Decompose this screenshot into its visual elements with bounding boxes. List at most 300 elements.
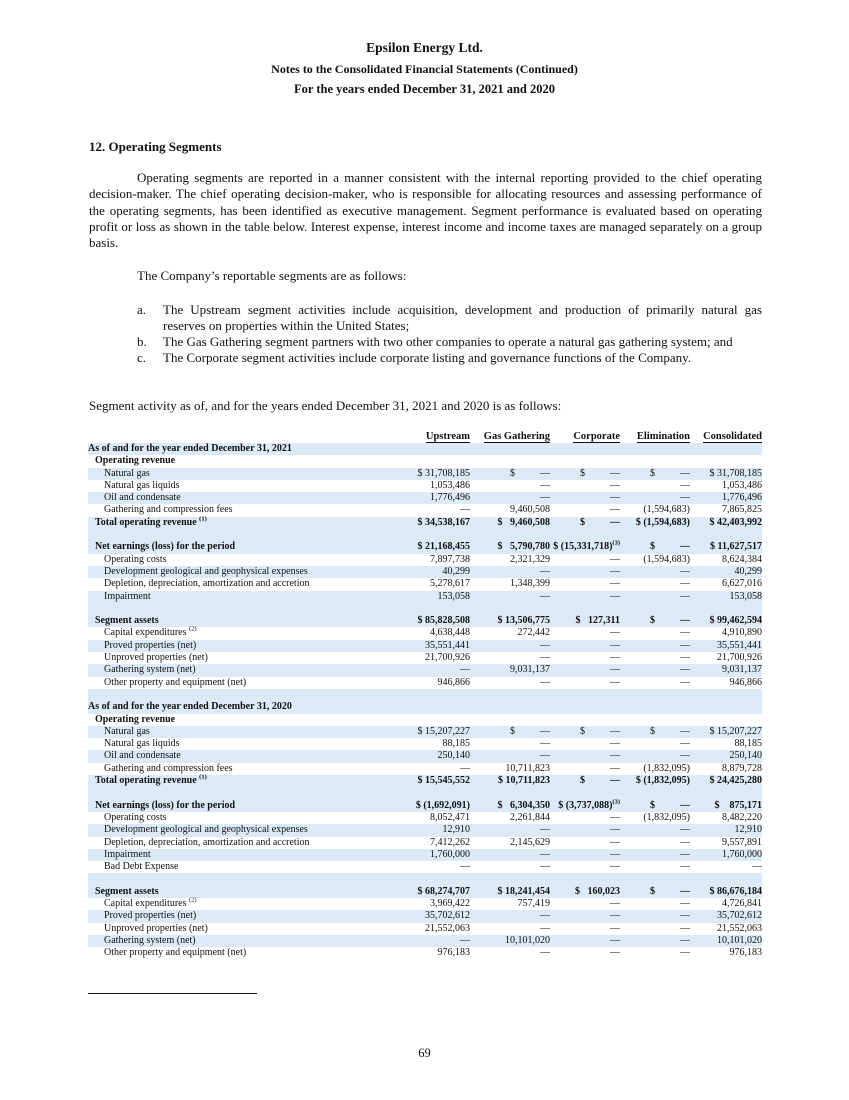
value-cell <box>470 837 550 849</box>
value-cell <box>394 554 470 566</box>
value-cell <box>690 812 762 824</box>
value-cell <box>394 947 470 959</box>
segment-list <box>137 302 762 366</box>
cell-value: — <box>610 910 620 922</box>
cell-value: $ 24,425,280 <box>709 775 762 787</box>
value-cell <box>394 640 470 652</box>
cell-value: — <box>460 504 470 516</box>
cell-value: 1,760,000 <box>430 848 470 860</box>
value-cell <box>690 591 762 603</box>
reporting-period: For the years ended December 31, 2021 and 2020 <box>294 82 555 96</box>
cell-value: — <box>540 639 550 651</box>
cell-value: — <box>540 738 550 750</box>
cell-value: — <box>680 479 690 491</box>
cell-value: — <box>610 824 620 836</box>
table-row <box>88 910 762 922</box>
value-cell <box>690 664 762 676</box>
cell-value: 8,482,220 <box>722 811 762 823</box>
cell-value: 1,760,000 <box>722 848 762 860</box>
row-label-text: Natural gas <box>104 725 150 737</box>
table-row <box>88 898 762 910</box>
list-marker: c. <box>137 350 147 365</box>
value-cell <box>690 726 762 738</box>
value-cell <box>394 738 470 750</box>
row-label-text: Natural gas <box>104 467 150 479</box>
value-cell <box>620 627 690 639</box>
value-cell <box>394 677 470 689</box>
row-label <box>88 738 394 750</box>
cell-value: 7,897,738 <box>430 553 470 565</box>
value-cell <box>620 541 690 553</box>
table-row <box>88 640 762 652</box>
row-label <box>88 701 394 713</box>
row-label-text: Oil and condensate <box>104 750 181 762</box>
value-cell <box>394 800 470 812</box>
value-cell <box>690 947 762 959</box>
value-cell <box>620 517 690 529</box>
value-cell <box>470 738 550 750</box>
value-cell <box>690 800 762 812</box>
document-subtitle: Notes to the Consolidated Financial Statements (Continued) <box>271 62 578 76</box>
value-cell <box>550 701 620 713</box>
value-cell <box>550 664 620 676</box>
cell-value: — <box>540 565 550 577</box>
row-label-text: Impairment <box>104 590 151 602</box>
cell-value: (1,594,683) <box>643 504 690 516</box>
table-row <box>88 492 762 504</box>
value-cell <box>394 627 470 639</box>
cell-value: — <box>752 861 762 873</box>
row-label-text: Segment assets <box>95 615 159 627</box>
column-header-upstream <box>394 429 470 443</box>
value-cell <box>550 652 620 664</box>
value-cell <box>470 923 550 935</box>
cell-value: — <box>610 848 620 860</box>
cell-value: — <box>540 910 550 922</box>
cell-value: 250,140 <box>729 750 762 762</box>
table-row <box>88 677 762 689</box>
value-cell <box>470 689 550 701</box>
row-label <box>88 726 394 738</box>
table-row <box>88 517 762 529</box>
row-label-text: Natural gas liquids <box>104 738 180 750</box>
value-cell <box>690 504 762 516</box>
value-cell <box>470 873 550 885</box>
row-label <box>88 541 394 553</box>
value-cell <box>550 554 620 566</box>
value-cell <box>620 935 690 947</box>
table-row <box>88 664 762 676</box>
value-cell <box>470 910 550 922</box>
row-label <box>88 603 394 615</box>
value-cell <box>394 455 470 467</box>
footnote-marker: (2) <box>188 896 197 904</box>
cell-value: — <box>680 922 690 934</box>
cell-value: 976,183 <box>437 947 470 959</box>
row-label <box>88 775 394 787</box>
value-cell <box>620 726 690 738</box>
value-cell <box>394 935 470 947</box>
cell-value: 153,058 <box>437 590 470 602</box>
row-label <box>88 861 394 873</box>
row-label-text: Other property and equipment (net) <box>104 947 247 959</box>
cell-value: 250,140 <box>437 750 470 762</box>
table-row <box>88 541 762 553</box>
page-number: 69 <box>418 1046 431 1060</box>
value-cell <box>620 689 690 701</box>
value-cell <box>620 923 690 935</box>
cell-value: 4,638,448 <box>430 627 470 639</box>
value-cell <box>550 837 620 849</box>
value-cell <box>690 677 762 689</box>
list-item <box>137 334 762 350</box>
value-cell <box>690 652 762 664</box>
value-cell <box>690 541 762 553</box>
value-cell <box>394 701 470 713</box>
cell-value: 9,557,891 <box>722 836 762 848</box>
header-blank <box>88 429 394 443</box>
value-cell <box>550 591 620 603</box>
row-label-text: Oil and condensate <box>104 492 181 504</box>
value-cell <box>470 443 550 455</box>
spacer-row <box>88 787 762 799</box>
footnote-marker: (2) <box>188 626 197 634</box>
cell-value: $ — <box>650 799 690 811</box>
value-cell <box>620 468 690 480</box>
value-cell <box>690 455 762 467</box>
value-cell <box>690 910 762 922</box>
value-cell <box>394 787 470 799</box>
row-label <box>88 517 394 529</box>
cell-value: $ — <box>650 541 690 553</box>
cell-value: — <box>610 492 620 504</box>
cell-value: 9,031,137 <box>510 664 550 676</box>
table-row <box>88 726 762 738</box>
cell-value: — <box>540 947 550 959</box>
cell-value: 21,552,063 <box>717 922 762 934</box>
cell-value: $ — <box>650 885 690 897</box>
row-label <box>88 492 394 504</box>
value-cell <box>690 787 762 799</box>
value-cell <box>470 787 550 799</box>
cell-value: 9,460,508 <box>510 504 550 516</box>
row-label-text: Capital expenditures <box>104 897 187 909</box>
cell-value: — <box>680 578 690 590</box>
row-label <box>88 504 394 516</box>
cell-value: 40,299 <box>442 565 470 577</box>
row-label-text: Segment assets <box>95 885 159 897</box>
cell-value: — <box>610 639 620 651</box>
value-cell <box>690 861 762 873</box>
row-label <box>88 947 394 959</box>
table-row <box>88 861 762 873</box>
cell-value: 2,261,844 <box>510 811 550 823</box>
value-cell <box>470 504 550 516</box>
cell-value: — <box>540 590 550 602</box>
value-cell <box>550 480 620 492</box>
row-label-text: Total operating revenue <box>95 775 197 787</box>
row-label-text: Unproved properties (net) <box>104 652 208 664</box>
cell-value: $ (1,594,683) <box>635 516 690 528</box>
value-cell <box>550 861 620 873</box>
row-label <box>88 443 394 455</box>
value-cell <box>620 898 690 910</box>
row-label-text: Impairment <box>104 848 151 860</box>
cell-value: 1,776,496 <box>430 492 470 504</box>
value-cell <box>470 812 550 824</box>
value-cell <box>620 652 690 664</box>
cell-value: — <box>460 861 470 873</box>
value-cell <box>394 910 470 922</box>
value-cell <box>470 492 550 504</box>
cell-value: $ 10,711,823 <box>498 775 550 787</box>
cell-value: — <box>610 811 620 823</box>
cell-value: 35,702,612 <box>717 910 762 922</box>
list-text: The Gas Gathering segment partners with two other companies to operate a natural gas gathering system; and <box>163 334 733 349</box>
cell-value: — <box>610 897 620 909</box>
value-cell <box>394 775 470 787</box>
value-cell <box>470 726 550 738</box>
cell-value: 3,969,422 <box>430 897 470 909</box>
cell-value: 1,053,486 <box>722 479 762 491</box>
row-label <box>88 787 394 799</box>
cell-value: $ (1,692,091) <box>415 799 470 811</box>
cell-value: $ — <box>510 467 550 479</box>
value-cell <box>550 726 620 738</box>
row-label-text: Depletion, depreciation, amortization and accretion <box>104 578 310 590</box>
value-cell <box>690 492 762 504</box>
row-label <box>88 714 394 726</box>
value-cell <box>620 837 690 849</box>
value-cell <box>620 615 690 627</box>
row-label-text: Net earnings (loss) for the period <box>95 799 236 811</box>
value-cell <box>470 578 550 590</box>
value-cell <box>620 812 690 824</box>
cell-value: $ 15,207,227 <box>709 725 762 737</box>
value-cell <box>620 910 690 922</box>
value-cell <box>550 886 620 898</box>
value-cell <box>550 517 620 529</box>
cell-value: 21,700,926 <box>425 652 470 664</box>
value-cell <box>690 750 762 762</box>
value-cell <box>470 886 550 898</box>
value-cell <box>550 910 620 922</box>
value-cell <box>470 554 550 566</box>
value-cell <box>550 455 620 467</box>
cell-value: — <box>680 824 690 836</box>
footnote-marker: (3) <box>612 540 620 548</box>
value-cell <box>470 664 550 676</box>
table-row <box>88 837 762 849</box>
value-cell <box>470 591 550 603</box>
value-cell <box>394 443 470 455</box>
value-cell <box>550 689 620 701</box>
cell-value: — <box>680 934 690 946</box>
value-cell <box>690 554 762 566</box>
row-label-text: Operating revenue <box>95 713 176 725</box>
row-label-text: As of and for the year ended December 31, 2020 <box>88 701 292 713</box>
row-label-text: Development geological and geophysical expenses <box>104 565 308 577</box>
value-cell <box>620 763 690 775</box>
cell-value: — <box>540 750 550 762</box>
value-cell <box>394 886 470 898</box>
cell-value: $ — <box>580 775 620 787</box>
spacer-row <box>88 689 762 701</box>
value-cell <box>394 652 470 664</box>
table-row <box>88 566 762 578</box>
cell-value: — <box>610 934 620 946</box>
table-row <box>88 750 762 762</box>
value-cell <box>690 714 762 726</box>
value-cell <box>470 529 550 541</box>
value-cell <box>690 763 762 775</box>
value-cell <box>394 541 470 553</box>
cell-value: — <box>460 664 470 676</box>
list-item <box>137 302 762 334</box>
cell-value: — <box>610 664 620 676</box>
cell-value: — <box>680 639 690 651</box>
table-row <box>88 947 762 959</box>
value-cell <box>394 714 470 726</box>
row-label <box>88 652 394 664</box>
table-row <box>88 591 762 603</box>
cell-value: — <box>610 836 620 848</box>
value-cell <box>550 738 620 750</box>
row-label <box>88 812 394 824</box>
cell-value: — <box>610 738 620 750</box>
row-label <box>88 677 394 689</box>
row-label <box>88 554 394 566</box>
spacer-row <box>88 529 762 541</box>
value-cell <box>470 640 550 652</box>
cell-value: $ — <box>650 467 690 479</box>
cell-value: — <box>540 479 550 491</box>
cell-value: — <box>680 848 690 860</box>
value-cell <box>620 800 690 812</box>
table-row <box>88 480 762 492</box>
value-cell <box>620 554 690 566</box>
value-cell <box>550 492 620 504</box>
value-cell <box>470 947 550 959</box>
row-label-text: Unproved properties (net) <box>104 922 208 934</box>
table-row <box>88 455 762 467</box>
value-cell <box>394 824 470 836</box>
value-cell <box>470 603 550 615</box>
cell-value: $ — <box>650 615 690 627</box>
value-cell <box>394 591 470 603</box>
row-label-text: Depletion, depreciation, amortization and accretion <box>104 836 310 848</box>
cell-value: $ 9,460,508 <box>497 516 550 528</box>
value-cell <box>470 935 550 947</box>
intro-paragraph: Operating segments are reported in a manner consistent with the internal reporting provided to the chief operating decision-maker. The chief operating decision-maker, who is responsible for allocating resources and assessing performance of the operating segments, has been identified as executive management. Segment performance is evaluated based on operating profit or loss as shown in the table below. Interest expense, interest income and income taxes are managed separately on a group basis. <box>89 170 762 251</box>
cell-value: — <box>680 897 690 909</box>
footnote-marker: (1) <box>199 773 207 781</box>
table-row <box>88 812 762 824</box>
row-label <box>88 578 394 590</box>
cell-value: 5,278,617 <box>430 578 470 590</box>
cell-value: — <box>540 861 550 873</box>
cell-value: $ 11,627,517 <box>710 541 762 553</box>
cell-value: — <box>610 762 620 774</box>
list-text: The Upstream segment activities include acquisition, development and production of primarily natural gas reserves on properties within the United States; <box>163 302 762 333</box>
company-name: Epsilon Energy Ltd. <box>366 40 483 55</box>
cell-value: $ 13,506,775 <box>497 615 550 627</box>
cell-value: — <box>680 738 690 750</box>
table-row <box>88 652 762 664</box>
value-cell <box>470 627 550 639</box>
column-header-label: Elimination <box>636 430 690 442</box>
value-cell <box>620 947 690 959</box>
row-label <box>88 935 394 947</box>
value-cell <box>394 849 470 861</box>
value-cell <box>690 886 762 898</box>
value-cell <box>394 504 470 516</box>
value-cell <box>394 812 470 824</box>
table-row <box>88 923 762 935</box>
footnote-marker: (1) <box>199 515 207 523</box>
value-cell <box>690 935 762 947</box>
value-cell <box>550 763 620 775</box>
table-row <box>88 701 762 713</box>
cell-value: $ (3,737,088) <box>558 799 613 811</box>
value-cell <box>550 627 620 639</box>
value-cell <box>620 824 690 836</box>
cell-value: $ (15,331,718) <box>553 541 613 553</box>
value-cell <box>550 504 620 516</box>
value-cell <box>550 787 620 799</box>
value-cell <box>470 455 550 467</box>
value-cell <box>620 640 690 652</box>
cell-value: — <box>610 590 620 602</box>
cell-value: $ 99,462,594 <box>709 615 762 627</box>
row-label-text: Development geological and geophysical expenses <box>104 824 308 836</box>
value-cell <box>550 923 620 935</box>
value-cell <box>394 664 470 676</box>
cell-value: 35,702,612 <box>425 910 470 922</box>
value-cell <box>550 824 620 836</box>
cell-value: — <box>680 676 690 688</box>
cell-value: — <box>610 553 620 565</box>
cell-value: — <box>610 750 620 762</box>
cell-value: 1,776,496 <box>722 492 762 504</box>
value-cell <box>394 837 470 849</box>
value-cell <box>620 591 690 603</box>
row-label-text: Other property and equipment (net) <box>104 676 247 688</box>
cell-value: $ 42,403,992 <box>709 516 762 528</box>
cell-value: — <box>610 676 620 688</box>
column-header-label: Corporate <box>573 430 620 442</box>
cell-value: $ — <box>650 725 690 737</box>
cell-value: — <box>680 750 690 762</box>
value-cell <box>690 849 762 861</box>
value-cell <box>620 504 690 516</box>
footnote-separator <box>88 993 257 994</box>
row-label-text: Net earnings (loss) for the period <box>95 541 236 553</box>
column-header-corporate <box>550 429 620 443</box>
value-cell <box>394 468 470 480</box>
value-cell <box>690 689 762 701</box>
segment-table <box>88 429 762 959</box>
cell-value: $ 85,828,508 <box>417 615 470 627</box>
cell-value: — <box>680 836 690 848</box>
cell-value: $ (1,832,095) <box>635 775 690 787</box>
row-label <box>88 480 394 492</box>
value-cell <box>690 443 762 455</box>
cell-value: 8,879,728 <box>722 762 762 774</box>
value-cell <box>394 603 470 615</box>
table-row <box>88 714 762 726</box>
row-label <box>88 750 394 762</box>
